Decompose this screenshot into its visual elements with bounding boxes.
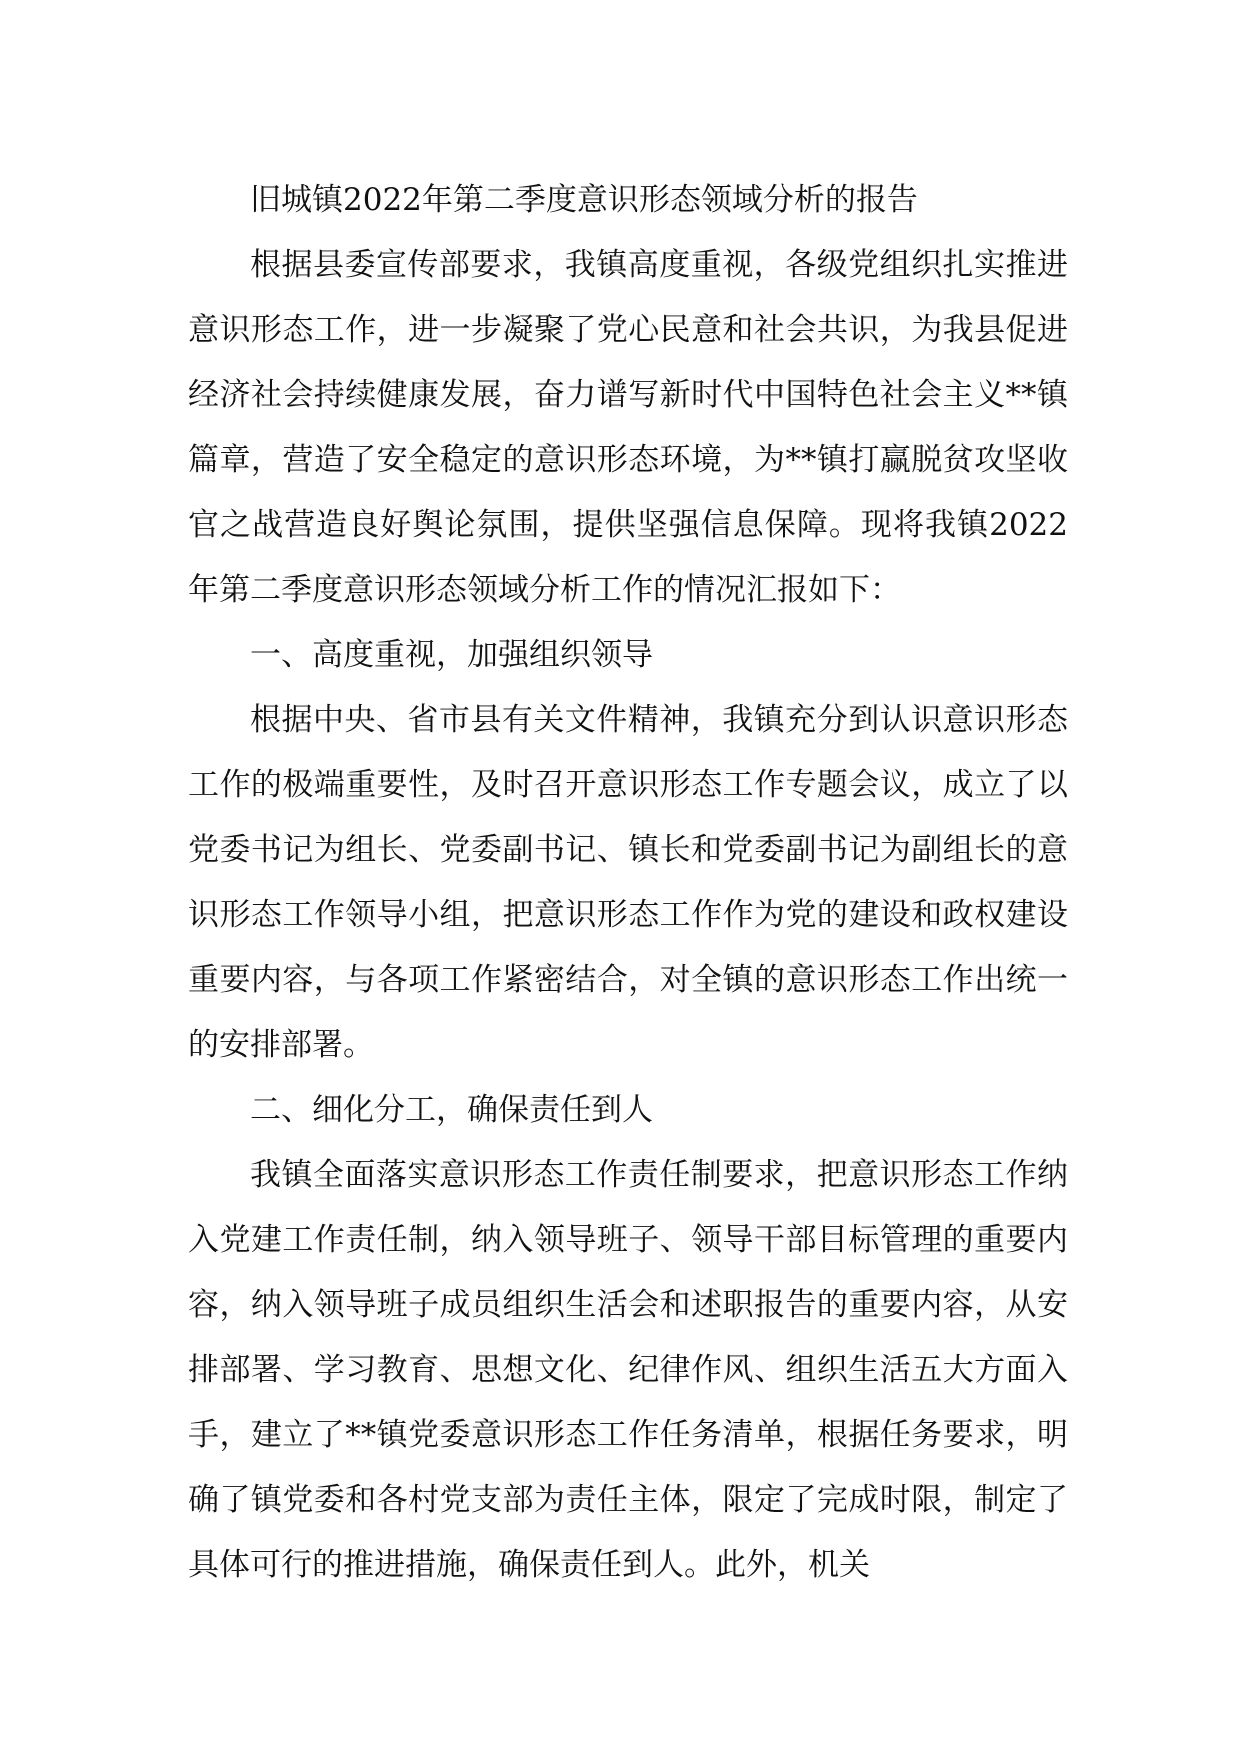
section-body-2: 我镇全面落实意识形态工作责任制要求，把意识形态工作纳入党建工作责任制，纳入领导班子、领导干部目标管理的重要内容，纳入领导班子成员组织生活会和述职报告的重要内容，从安排部署、学习教育、思想文化、纪律作风、组织生活五大方面入手，建立了**镇党委意识形态工作任务清单，根据任务要求，明确了镇党委和各村党支部为责任主体，限定了完成时限，制定了具体可行的推进措施，确保责任到人。此外，机关 <box>188 1157 1068 1583</box>
document-body <box>188 168 1068 1598</box>
intro-paragraph: 根据县委宣传部要求，我镇高度重视，各级党组织扎实推进意识形态工作，进一步凝聚了党心民意和社会共识，为我县促进经济社会持续健康发展，奋力谱写新时代中国特色社会主义**镇篇章，营造了安全稳定的意识形态环境，为**镇打赢脱贫攻坚收官之战营造良好舆论氛围，提供坚强信息保障。现将我镇2022年第二季度意识形态领域分析工作的情况汇报如下： <box>188 247 1068 608</box>
document-title: 旧城镇2022年第二季度意识形态领域分析的报告 <box>250 182 918 218</box>
section-heading-1: 一、高度重视，加强组织领导 <box>250 637 653 673</box>
section-body-1: 根据中央、省市县有关文件精神，我镇充分到认识意识形态工作的极端重要性，及时召开意识形态工作专题会议，成立了以党委书记为组长、党委副书记、镇长和党委副书记为副组长的意识形态工作领导小组，把意识形态工作作为党的建设和政权建设重要内容，与各项工作紧密结合，对全镇的意识形态工作出统一的安排部署。 <box>188 702 1068 1063</box>
section-heading-2: 二、细化分工，确保责任到人 <box>250 1092 653 1128</box>
